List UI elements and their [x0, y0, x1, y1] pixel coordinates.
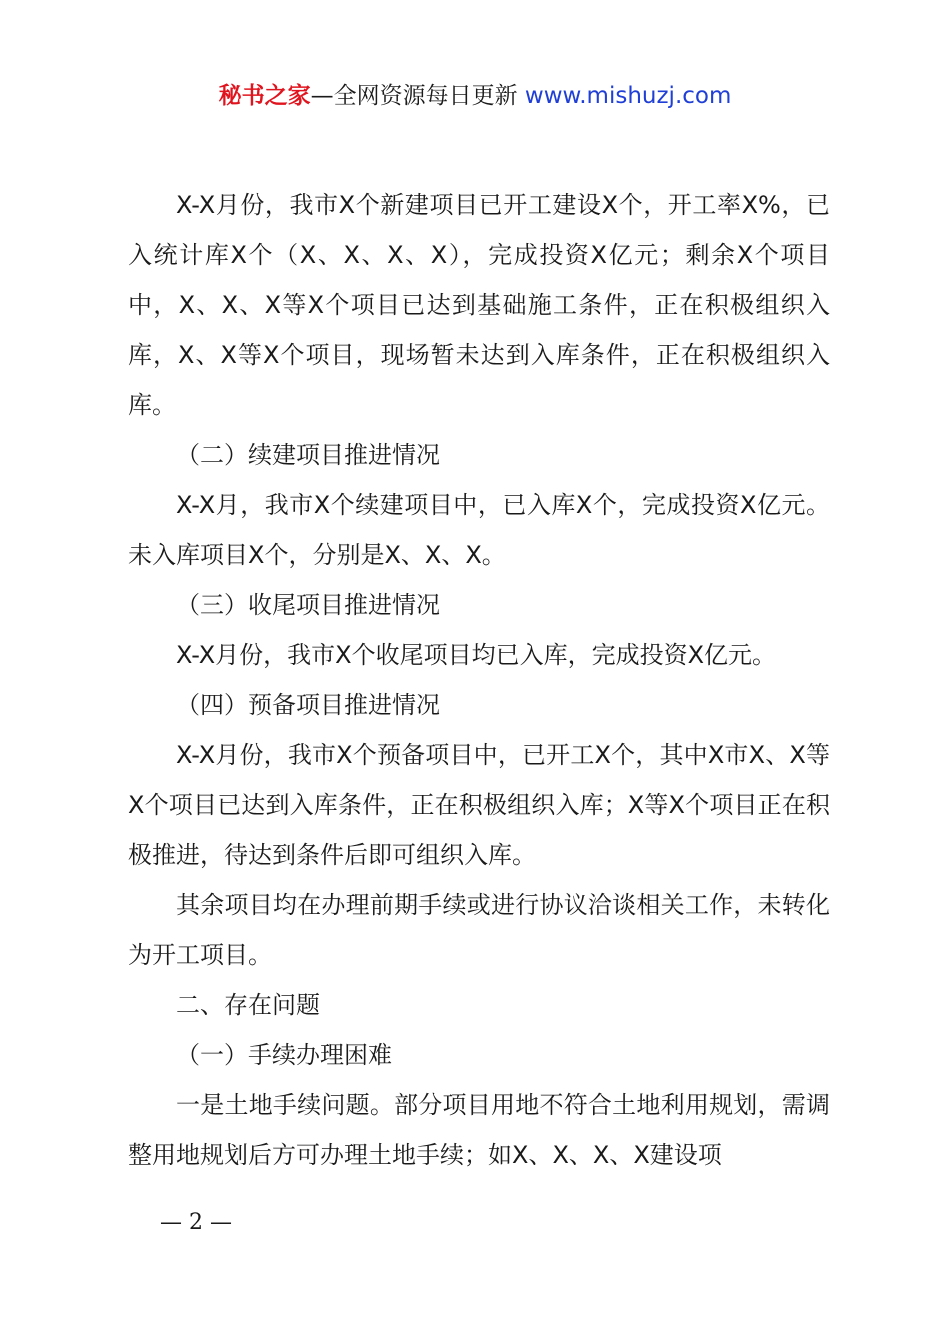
- page-number: — 2 —: [160, 1210, 232, 1235]
- paragraph-finishing-projects: X-X月份，我市X个收尾项目均已入库，完成投资X亿元。: [176, 641, 777, 669]
- heading-procedure-difficulty: （一）手续办理困难: [176, 1041, 392, 1069]
- heading-existing-problems: 二、存在问题: [176, 991, 320, 1019]
- heading-reserve-projects: （四）预备项目推进情况: [176, 691, 440, 719]
- paragraph-remaining-projects: 其余项目均在办理前期手续或进行协议洽谈相关工作，未转化为开工项目。: [128, 891, 830, 969]
- site-brand: 秘书之家: [218, 83, 311, 109]
- paragraph-new-projects: X-X月份，我市X个新建项目已开工建设X个，开工率X%，已入统计库X个（X、X、X、X），完成投资X亿元；剩余X个项目中，X、X、X等X个项目已达到基础施工条件，正在积极组织入库，X、X等X个项目，现场暂未达到入库条件，正在积极组织入库。: [128, 191, 830, 419]
- heading-continuing-projects: （二）续建项目推进情况: [176, 441, 440, 469]
- paragraph-continuing-projects: X-X月，我市X个续建项目中，已入库X个，完成投资X亿元。未入库项目X个，分别是X、X、X。: [128, 491, 830, 569]
- document-body: [128, 180, 830, 1180]
- paragraph-land-procedures: 一是土地手续问题。部分项目用地不符合土地利用规划，需调整用地规划后方可办理土地手续；如X、X、X、X建设项: [128, 1091, 830, 1169]
- site-tagline: —全网资源每日更新: [310, 83, 525, 109]
- site-url-link[interactable]: www.mishuzj.com: [524, 83, 732, 109]
- paragraph-reserve-projects: X-X月份，我市X个预备项目中，已开工X个，其中X市X、X等X个项目已达到入库条件，正在积极组织入库；X等X个项目正在积极推进，待达到条件后即可组织入库。: [128, 741, 830, 869]
- site-header: [0, 80, 950, 112]
- heading-finishing-projects: （三）收尾项目推进情况: [176, 591, 440, 619]
